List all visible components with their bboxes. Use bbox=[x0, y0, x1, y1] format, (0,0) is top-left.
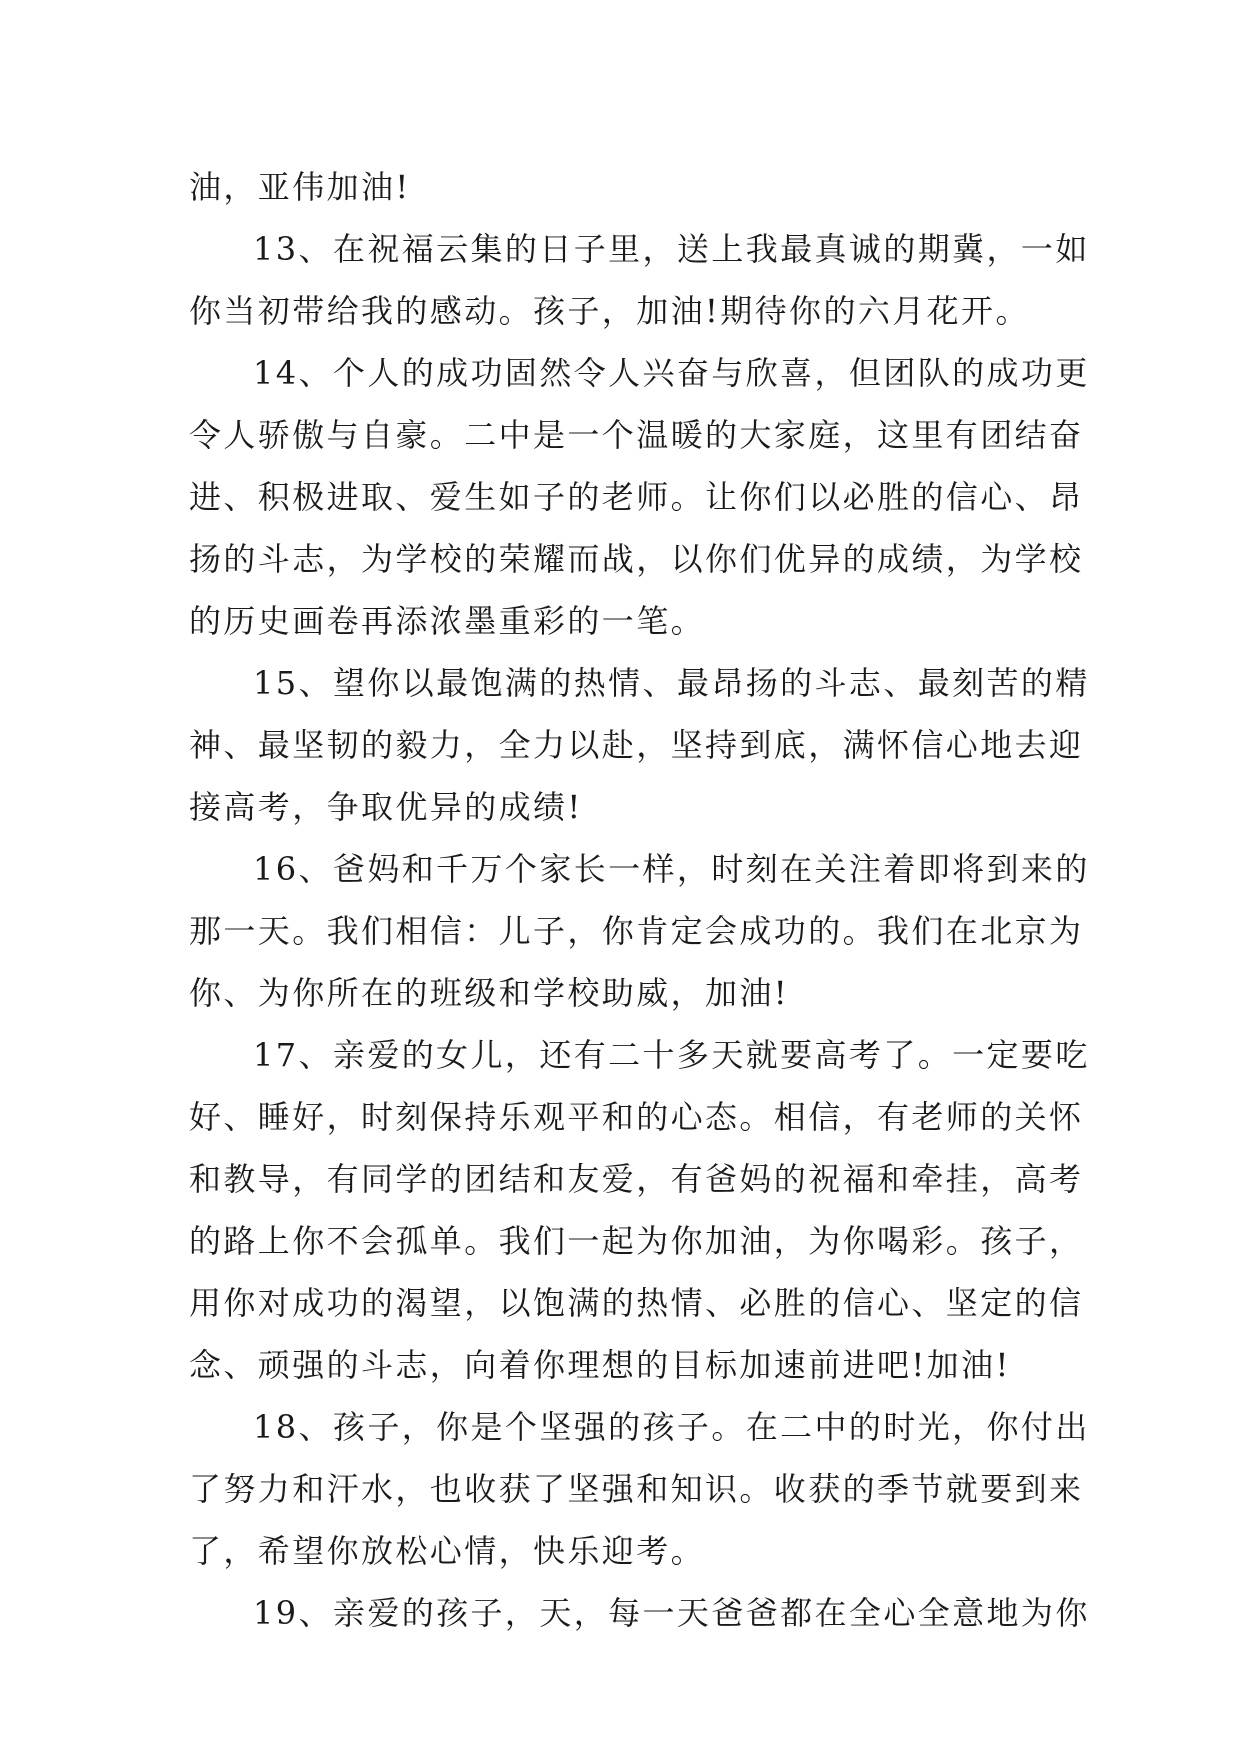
text-line: 那一天。我们相信：儿子，你肯定会成功的。我们在北京为 bbox=[189, 912, 1084, 950]
paragraph-15-line: 15、望你以最饱满的热情、最昂扬的斗志、最刻苦的精 bbox=[253, 664, 1090, 702]
text-line: 油，亚伟加油! bbox=[189, 168, 411, 206]
text-line: 和教导，有同学的团结和友爱，有爸妈的祝福和牵挂，高考 bbox=[189, 1160, 1084, 1198]
paragraph-19-line: 19、亲爱的孩子，天，每一天爸爸都在全心全意地为你 bbox=[253, 1594, 1090, 1632]
text-line: 的路上你不会孤单。我们一起为你加油，为你喝彩。孩子， bbox=[189, 1222, 1084, 1260]
text-line: 扬的斗志，为学校的荣耀而战，以你们优异的成绩，为学校 bbox=[189, 540, 1084, 578]
document-body bbox=[189, 156, 1090, 1644]
text-line: 念、顽强的斗志，向着你理想的目标加速前进吧!加油! bbox=[189, 1346, 1011, 1384]
text-line: 你、为你所在的班级和学校助威，加油! bbox=[189, 974, 790, 1012]
paragraph-18-line: 18、孩子，你是个坚强的孩子。在二中的时光，你付出 bbox=[253, 1408, 1090, 1446]
text-line: 好、睡好，时刻保持乐观平和的心态。相信，有老师的关怀 bbox=[189, 1098, 1084, 1136]
text-line: 了，希望你放松心情，快乐迎考。 bbox=[189, 1532, 706, 1570]
text-line: 接高考，争取优异的成绩! bbox=[189, 788, 583, 826]
text-line: 进、积极进取、爱生如子的老师。让你们以必胜的信心、昂 bbox=[189, 478, 1084, 516]
paragraph-13-line: 13、在祝福云集的日子里，送上我最真诚的期冀，一如 bbox=[253, 230, 1090, 268]
text-line: 的历史画卷再添浓墨重彩的一笔。 bbox=[189, 602, 706, 640]
text-line: 你当初带给我的感动。孩子，加油!期待你的六月花开。 bbox=[189, 292, 1030, 330]
text-line: 令人骄傲与自豪。二中是一个温暖的大家庭，这里有团结奋 bbox=[189, 416, 1084, 454]
text-line: 神、最坚韧的毅力，全力以赴，坚持到底，满怀信心地去迎 bbox=[189, 726, 1084, 764]
text-line: 用你对成功的渴望，以饱满的热情、必胜的信心、坚定的信 bbox=[189, 1284, 1084, 1322]
paragraph-17-line: 17、亲爱的女儿，还有二十多天就要高考了。一定要吃 bbox=[253, 1036, 1090, 1074]
paragraph-14-line: 14、个人的成功固然令人兴奋与欣喜，但团队的成功更 bbox=[253, 354, 1090, 392]
text-line: 了努力和汗水，也收获了坚强和知识。收获的季节就要到来 bbox=[189, 1470, 1084, 1508]
paragraph-16-line: 16、爸妈和千万个家长一样，时刻在关注着即将到来的 bbox=[253, 850, 1090, 888]
